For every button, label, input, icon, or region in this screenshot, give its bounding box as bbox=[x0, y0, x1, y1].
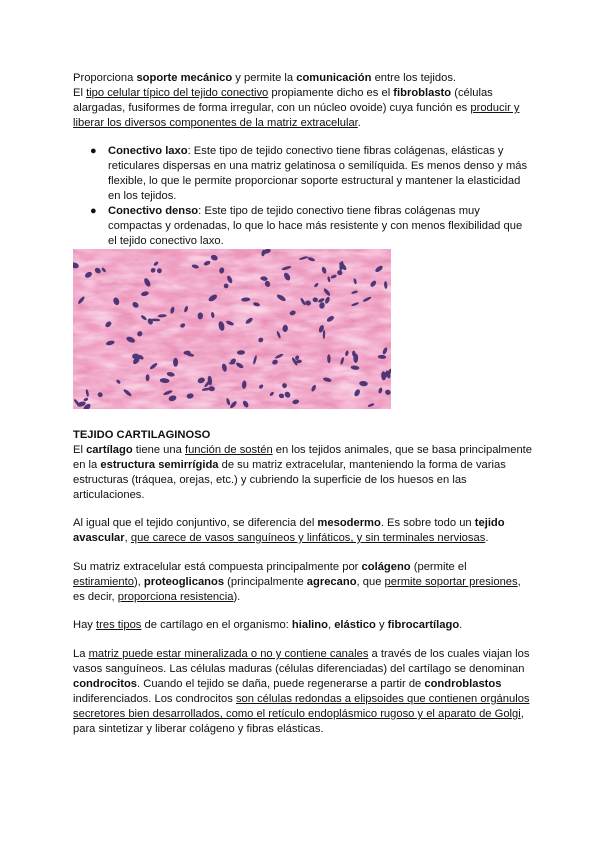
intro-line-1: Proporciona soporte mecánico y permite la comunicación entre los tejidos. bbox=[73, 72, 457, 84]
histology-image bbox=[73, 249, 391, 409]
paragraph-tipos: Hay tres tipos de cartílago en el organismo: hialino, elástico y fibrocartílago. bbox=[73, 619, 463, 631]
paragraph-mesodermo: Al igual que el tejido conjuntivo, se diferencia del mesodermo. Es sobre todo un tejido avascular, que carece de vasos sanguíneos y linfáticos, y sin terminales nerviosas. bbox=[73, 517, 505, 544]
intro-paragraph: El tipo celular típico del tejido conectivo propiamente dicho es el fibroblasto (células alargadas, fusiformes de forma irregular, con un núcleo ovoide) cuya función es producir y liberar los diversos componentes de la matriz extracelular. bbox=[73, 87, 520, 129]
list-item-conectivo-laxo: Conectivo laxo: Este tipo de tejido conectivo tiene fibras colágenas, elásticas y reticulares dispersas en una matriz gelatinosa o semilíquida. Es menos denso y más flexible, lo que le permite proporcionar soporte estructural y mantener la elasticidad en los tejidos. bbox=[108, 145, 528, 202]
tissue-micrograph bbox=[73, 249, 391, 409]
cell-nucleus bbox=[229, 362, 235, 364]
paragraph-cartilago: El cartílago tiene una función de sostén en los tejidos animales, que se basa principalmente en la estructura semirrígida de su matriz extracelular, manteniendo la forma de varias estructuras (tráquea, orejas, etc.) y cubriendo la superficie de los huesos en las articulaciones. bbox=[73, 444, 533, 501]
cell-nucleus bbox=[173, 358, 178, 367]
section-heading: TEJIDO CARTILAGINOSO bbox=[73, 429, 211, 441]
paragraph-matriz: Su matriz extracelular está compuesta principalmente por colágeno (permite el estiramiento), proteoglicanos (principalmente agrecano, que permite soportar presiones, es decir, proporciona resistencia). bbox=[73, 561, 521, 603]
bullet-dot: ● bbox=[90, 145, 97, 157]
list-item-conectivo-denso: Conectivo denso: Este tipo de tejido conectivo tiene fibras colágenas muy compactas y ordenadas, lo que lo hace más resistente y con menos flexibilidad que el tejido conectivo laxo. bbox=[108, 205, 523, 247]
paragraph-condrocitos: La matriz puede estar mineralizada o no y contiene canales a través de los cuales viajan los vasos sanguíneos. Las células maduras (células diferenciadas) del cartílago se denominan condrocitos. Cuando el tejido se daña, puede regenerarse a partir de condroblastos indiferenciados. Los condrocitos son células redondas a elipsoides que contienen orgánulos secretores bien desarrollados, como el retículo endoplásmico rugoso y el aparato de Golgi, para sintetizar y liberar colágeno y fibras elásticas. bbox=[73, 648, 530, 735]
bullet-dot: ● bbox=[90, 205, 97, 217]
